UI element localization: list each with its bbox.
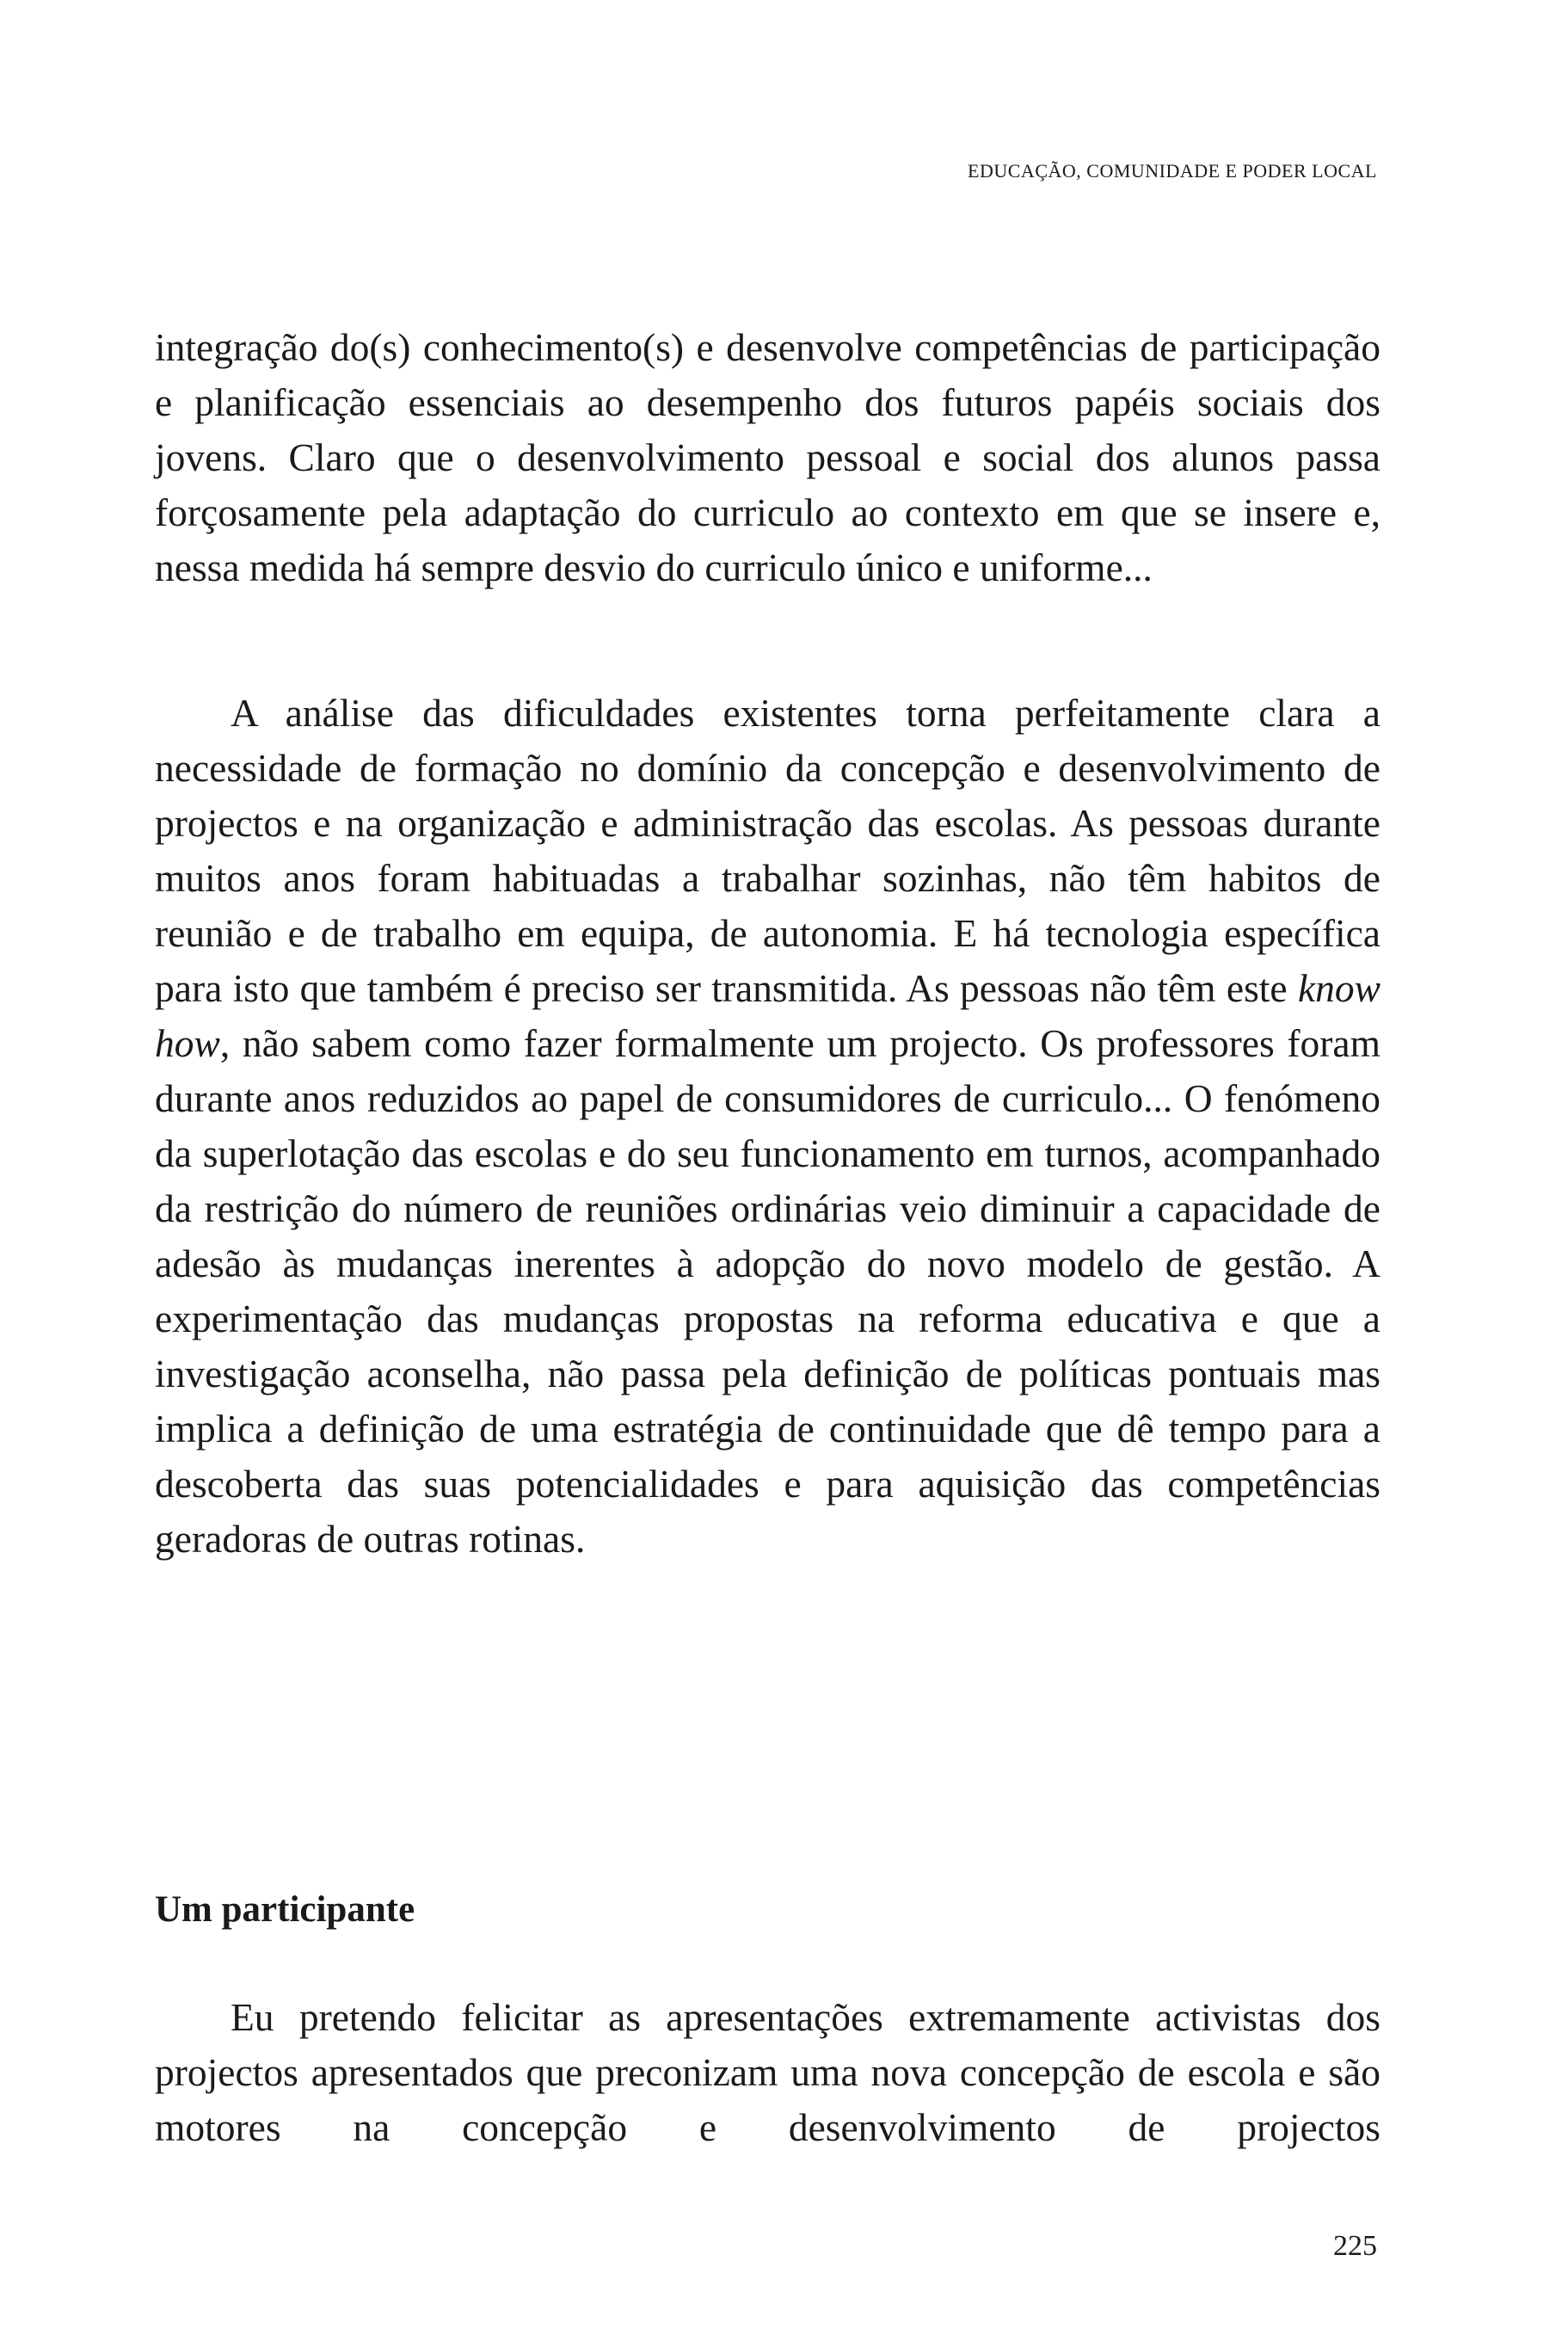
paragraph-3-text: Eu pretendo felicitar as apresentações extremamente activistas dos projectos apresentados que preconizam uma nova concepção de escola e são motores na concepção e desenvolvimento de projectos bbox=[155, 1995, 1380, 2149]
body-paragraph-1 bbox=[155, 320, 1380, 595]
know-how-italic: know how bbox=[155, 966, 1380, 1065]
body-paragraph-3 bbox=[155, 1990, 1380, 2155]
running-header: EDUCAÇÃO, COMUNIDADE E PODER LOCAL bbox=[968, 160, 1377, 182]
body-paragraph-2 bbox=[155, 686, 1380, 1567]
section-heading: Um participante bbox=[155, 1889, 415, 1930]
page-number: 225 bbox=[1333, 2230, 1377, 2262]
paragraph-2-text-start: A análise das dificuldades existentes torna perfeitamente clara a necessidade de formação no domínio da concepção e desenvolvimento de projectos e na organização e administração das escolas. As pessoas durante muitos anos foram habituadas a trabalhar sozinhas, não têm habitos de reunião e de trabalho em equipa, de autonomia. E há tecnologia específica para isto que também é preciso ser transmitida. As pessoas não têm este bbox=[155, 691, 1380, 1010]
paragraph-1-text: integração do(s) conhecimento(s) e desenvolve competências de participação e planificação essenciais ao desempenho dos futuros papéis sociais dos jovens. Claro que o desenvolvimento pessoal e social dos alunos passa forçosamente pela adaptação do curriculo ao contexto em que se insere e, nessa medida há sempre desvio do curriculo único e uniforme... bbox=[155, 325, 1380, 589]
paragraph-2-text bbox=[155, 686, 1380, 1567]
paragraph-2-text-end: , não sabem como fazer formalmente um projecto. Os professores foram durante anos reduzidos ao papel de consumidores de curriculo... O fenómeno da superlotação das escolas e do seu funcionamento em turnos, acompanhado da restrição do número de reuniões ordinárias veio diminuir a capacidade de adesão às mudanças inerentes à adopção do novo modelo de gestão. A experimentação das mudanças propostas na reforma educativa e que a investigação aconselha, não passa pela definição de políticas pontuais mas implica a definição de uma estratégia de continuidade que dê tempo para a descoberta das suas potencialidades e para aquisição das competências geradoras de outras rotinas. bbox=[155, 1021, 1380, 1561]
